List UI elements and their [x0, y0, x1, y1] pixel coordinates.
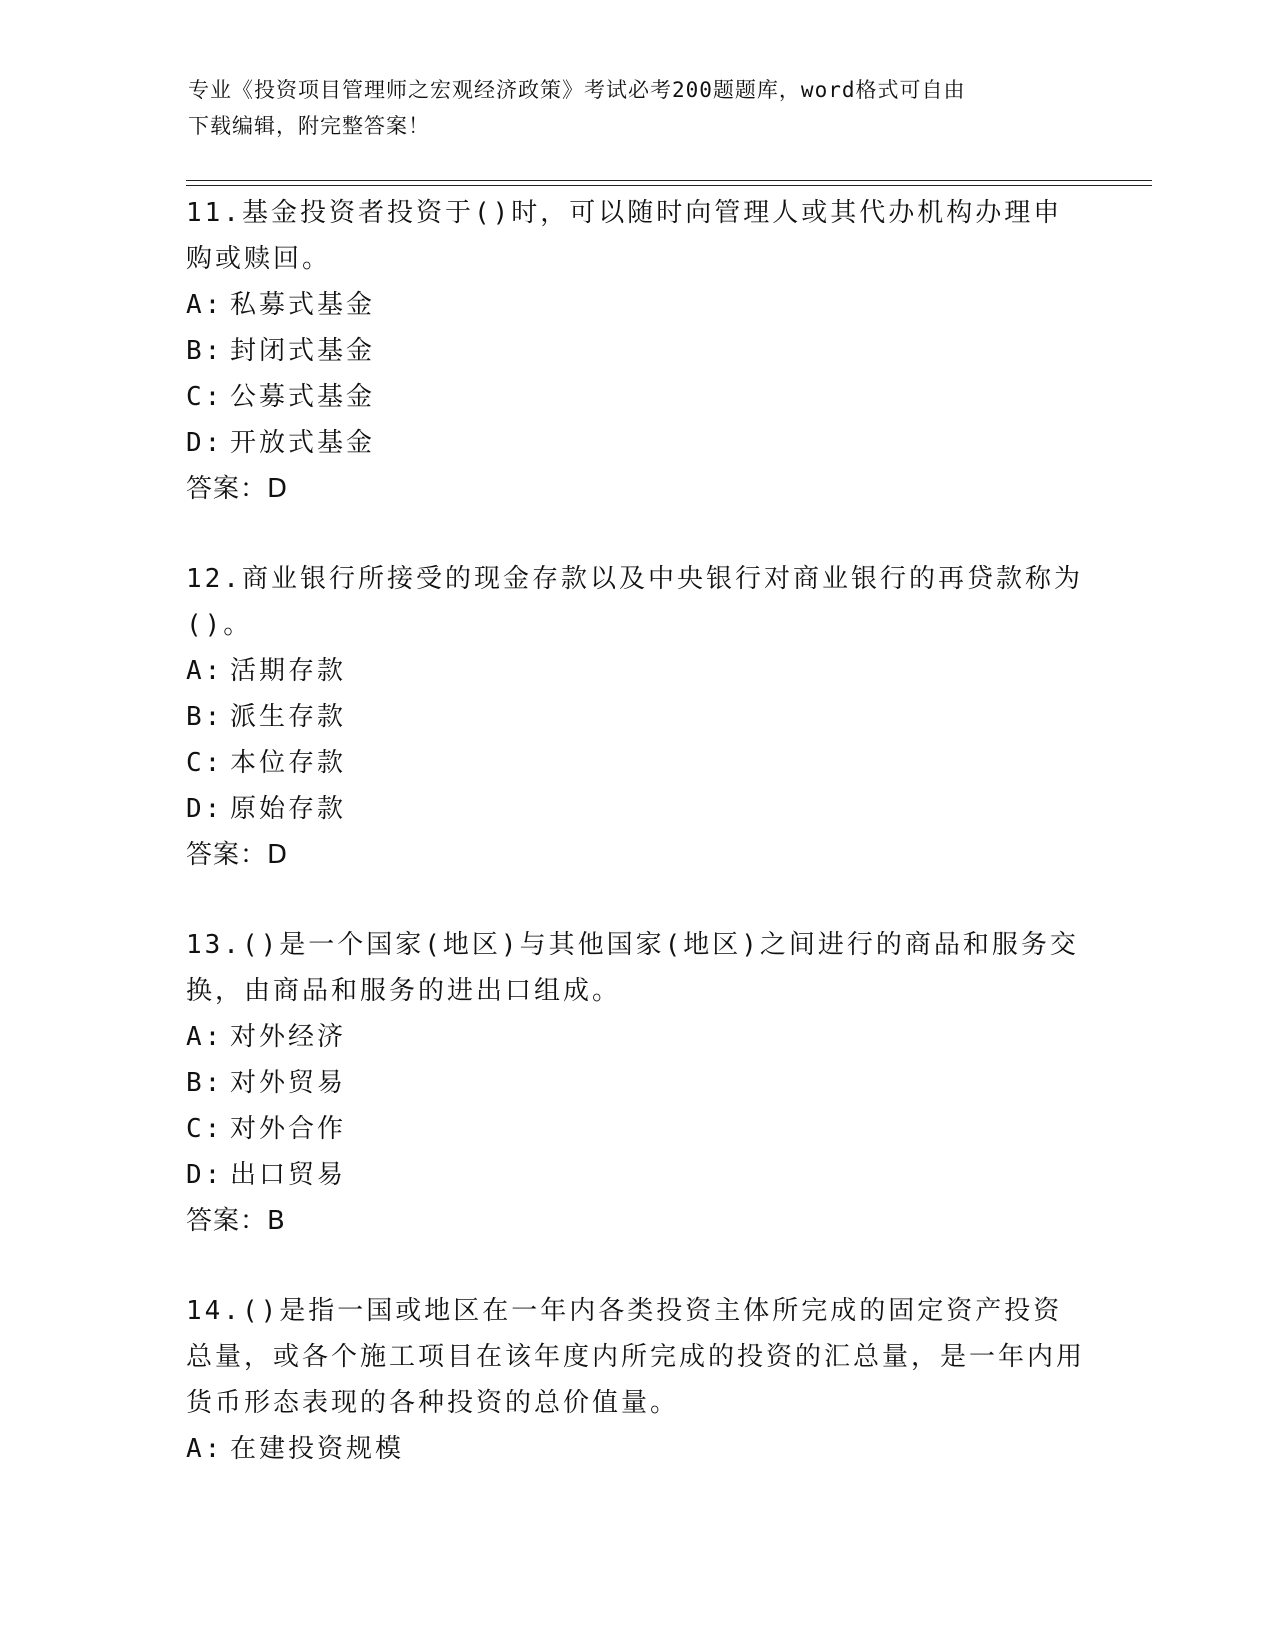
answer-value: D	[267, 840, 289, 870]
option-key: D:	[186, 794, 224, 824]
option-key: A:	[186, 656, 224, 686]
question-13	[186, 922, 1086, 1244]
option-text: 活期存款	[230, 656, 347, 686]
option-d	[186, 420, 1086, 466]
option-b	[186, 694, 1086, 740]
option-key: A:	[186, 290, 224, 320]
option-text: 封闭式基金	[230, 336, 376, 366]
answer-prefix: 答案：	[186, 840, 268, 870]
question-stem: 11.基金投资者投资于()时，可以随时向管理人或其代办机构办理申购或赎回。	[186, 198, 1063, 274]
answer-prefix: 答案：	[186, 474, 268, 504]
option-d	[186, 1152, 1086, 1198]
answer-line	[186, 1198, 1086, 1244]
header-divider-top	[186, 180, 1152, 181]
answer-line	[186, 466, 1086, 512]
answer-line	[186, 832, 1086, 878]
option-key: B:	[186, 702, 224, 732]
answer-prefix: 答案：	[186, 1206, 268, 1236]
option-text: 对外贸易	[230, 1068, 347, 1098]
option-text: 开放式基金	[230, 428, 376, 458]
option-d	[186, 786, 1086, 832]
option-c	[186, 1106, 1086, 1152]
question-14	[186, 1288, 1086, 1472]
option-key: D:	[186, 428, 224, 458]
option-text: 本位存款	[230, 748, 347, 778]
option-key: B:	[186, 1068, 224, 1098]
header-line-2: 下载编辑，附完整答案！	[188, 114, 430, 138]
question-stem: 14.()是指一国或地区在一年内各类投资主体所完成的固定资产投资总量，或各个施工项目在该年度内所完成的投资的汇总量，是一年内用货币形态表现的各种投资的总价值量。	[186, 1296, 1086, 1418]
answer-value: D	[267, 474, 289, 504]
option-key: A:	[186, 1434, 224, 1464]
question-stem: 13.()是一个国家(地区)与其他国家(地区)之间进行的商品和服务交换，由商品和服务的进出口组成。	[186, 930, 1079, 1006]
document-header	[188, 72, 1068, 144]
option-c	[186, 740, 1086, 786]
option-key: C:	[186, 1114, 224, 1144]
header-line-1: 专业《投资项目管理师之宏观经济政策》考试必考200题题库，word格式可自由	[188, 78, 966, 102]
option-key: C:	[186, 382, 224, 412]
question-stem: 12.商业银行所接受的现金存款以及中央银行对商业银行的再贷款称为()。	[186, 564, 1083, 640]
option-a	[186, 1426, 1086, 1472]
option-a	[186, 1014, 1086, 1060]
option-key: C:	[186, 748, 224, 778]
option-key: D:	[186, 1160, 224, 1190]
option-text: 出口贸易	[230, 1160, 347, 1190]
option-a	[186, 282, 1086, 328]
question-list	[186, 190, 1086, 1516]
option-key: A:	[186, 1022, 224, 1052]
option-text: 对外经济	[230, 1022, 347, 1052]
option-text: 对外合作	[230, 1114, 347, 1144]
header-divider-bottom	[186, 185, 1152, 186]
question-11	[186, 190, 1086, 512]
question-12	[186, 556, 1086, 878]
option-a	[186, 648, 1086, 694]
answer-value: B	[267, 1206, 286, 1236]
option-b	[186, 1060, 1086, 1106]
option-text: 原始存款	[230, 794, 347, 824]
option-text: 公募式基金	[230, 382, 376, 412]
option-text: 私募式基金	[230, 290, 376, 320]
option-c	[186, 374, 1086, 420]
option-text: 派生存款	[230, 702, 347, 732]
option-key: B:	[186, 336, 224, 366]
option-text: 在建投资规模	[230, 1434, 405, 1464]
option-b	[186, 328, 1086, 374]
